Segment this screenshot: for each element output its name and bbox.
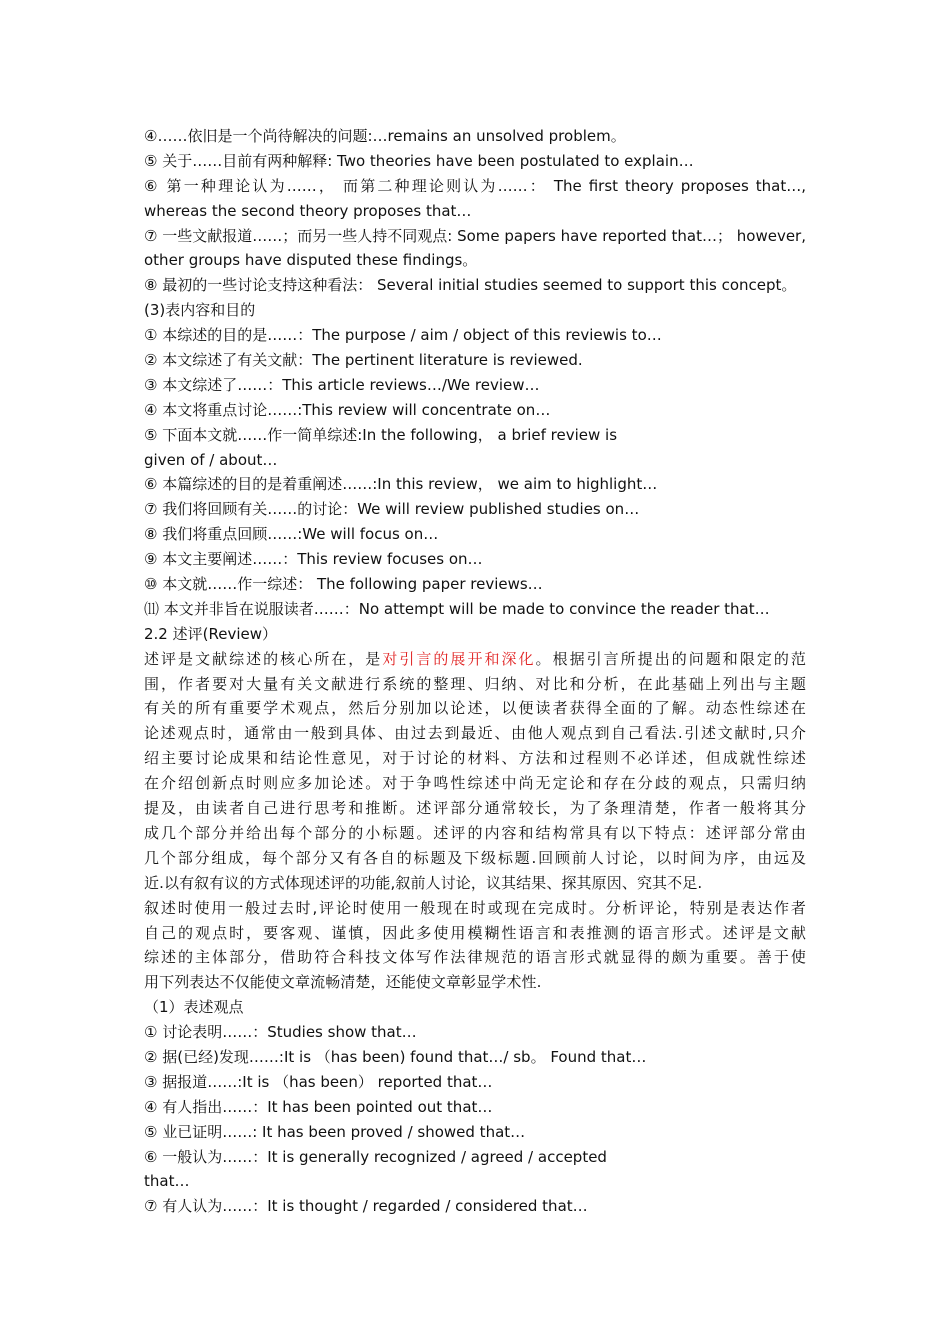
list-item: ④ 本文将重点讨论……:This review will concentrate on…	[144, 400, 551, 419]
paragraph-line: 述评是文献综述的核心所在，是对引言的展开和深化。根据引言所提出的问题和限定的范	[144, 649, 806, 668]
paragraph-line: 提及，由读者自己进行思考和推断。述评部分通常较长，为了条理清楚，作者一般将其分	[144, 799, 806, 818]
section-heading-2-2: 2.2 述评(Review）	[144, 624, 277, 643]
paragraph-line: 用下列表达不仅能使文章流畅清楚，还能使文章彰显学术性.	[144, 973, 542, 992]
paragraph-line: 论述观点时，通常由一般到具体、由过去到最近、由他人观点到自己看法.引述文献时,只介	[144, 724, 806, 743]
list-item: ⑾ 本文并非旨在说服读者……：No attempt will be made to convince the reader that…	[144, 599, 770, 618]
list-item: ⑥ 一般认为……：It is generally recognized / agreed / accepted	[144, 1147, 607, 1166]
list-item: ⑩ 本文就……作一综述： The following paper reviews…	[144, 575, 543, 594]
text-line: ⑥ 第一种理论认为……， 而第二种理论则认为……： The first theory proposes that…,	[144, 176, 806, 195]
list-item: ⑨ 本文主要阐述……：This review focuses on…	[144, 550, 483, 569]
list-item: ② 本文综述了有关文献：The pertinent literature is reviewed.	[144, 351, 583, 370]
purpose-expressions-list	[144, 323, 806, 622]
paragraph-line: 绍主要讨论成果和结论性意见，对于讨论的材料、方法和过程则不必详述，但成就性综述	[144, 749, 806, 768]
list-item: ⑦ 我们将回顾有关……的讨论：We will review published studies on…	[144, 500, 640, 519]
text-line: ⑤ 关于……目前有两种解释: Two theories have been postulated to explain…	[144, 151, 694, 170]
text-line: ⑧ 最初的一些讨论支持这种看法： Several initial studies seemed to support this concept。	[144, 276, 797, 295]
paragraph-line: 近.以有叙有议的方式体现述评的功能,叙前人讨论，议其结果、探其原因、究其不足.	[144, 873, 703, 892]
list-item: ① 讨论表明……：Studies show that…	[144, 1023, 417, 1042]
list-item: ⑤ 业已证明……: It has been proved / showed that…	[144, 1122, 526, 1141]
highlighted-text: 对引言的展开和深化	[382, 649, 536, 668]
list-item: ③ 本文综述了……：This article reviews…/We review…	[144, 375, 540, 394]
viewpoint-expressions-list	[144, 1020, 806, 1219]
list-item: ⑧ 我们将重点回顾……:We will focus on…	[144, 525, 439, 544]
review-paragraph	[144, 647, 806, 896]
text-line: ④……依旧是一个尚待解决的问题:…remains an unsolved problem。	[144, 127, 626, 145]
text-line: whereas the second theory proposes that…	[144, 201, 472, 220]
section-heading-1: （1）表述观点	[144, 998, 244, 1017]
paragraph-line: 成几个部分并给出每个部分的小标题。述评的内容和结构常具有以下特点：述评部分常由	[144, 823, 806, 842]
list-item: ⑦ 有人认为……：It is thought / regarded / considered that…	[144, 1197, 588, 1216]
paragraph-line: 综述的主体部分，借助符合科技文体写作法律规范的语言形式就显得的颇为重要。善于使	[144, 948, 806, 967]
paragraph-line: 叙述时使用一般过去时,评论时使用一般现在时或现在完成时。分析评论，特别是表达作者	[144, 898, 806, 917]
list-item: ④ 有人指出……：It has been pointed out that…	[144, 1097, 493, 1116]
paragraph-line: 围，作者要对大量有关文献进行系统的整理、归纳、对比和分析，在此基础上列出与主题	[144, 674, 806, 693]
list-item: ③ 据报道……:It is （has been） reported that…	[144, 1072, 493, 1091]
list-item: given of / about…	[144, 450, 278, 469]
list-item: ⑥ 本篇综述的目的是着重阐述……:In this review， we aim to highlight…	[144, 475, 658, 494]
document-body	[144, 124, 806, 1219]
paragraph-line: 自己的观点时，要客观、谨慎，因此多使用模糊性语言和表推测的语言形式。述评是文献	[144, 923, 806, 942]
section-heading-3: (3)表内容和目的	[144, 301, 256, 320]
list-item: ① 本综述的目的是……：The purpose / aim / object of this reviewis to…	[144, 326, 662, 345]
list-item: that…	[144, 1172, 190, 1191]
text-line: other groups have disputed these findings。	[144, 251, 478, 270]
list-item: ② 据(已经)发现……:It is （has been) found that…/ sb。 Found that…	[144, 1047, 647, 1066]
paragraph-line: 几个部分组成，每个部分又有各自的标题及下级标题.回顾前人讨论，以时间为序，由远及	[144, 848, 806, 867]
paragraph-line: 在介绍创新点时则应多加论述。对于争鸣性综述中尚无定论和存在分歧的观点，只需归纳	[144, 774, 806, 793]
tense-paragraph	[144, 896, 806, 996]
list-item: ⑤ 下面本文就……作一简单综述:In the following， a brief review is	[144, 425, 618, 444]
paragraph-line: 有关的所有重要学术观点，然后分别加以论述，以便读者获得全面的了解。动态性综述在	[144, 699, 806, 718]
text-line: ⑦ 一些文献报道……；而另一些人持不同观点: Some papers have reported that…； however,	[144, 226, 806, 245]
